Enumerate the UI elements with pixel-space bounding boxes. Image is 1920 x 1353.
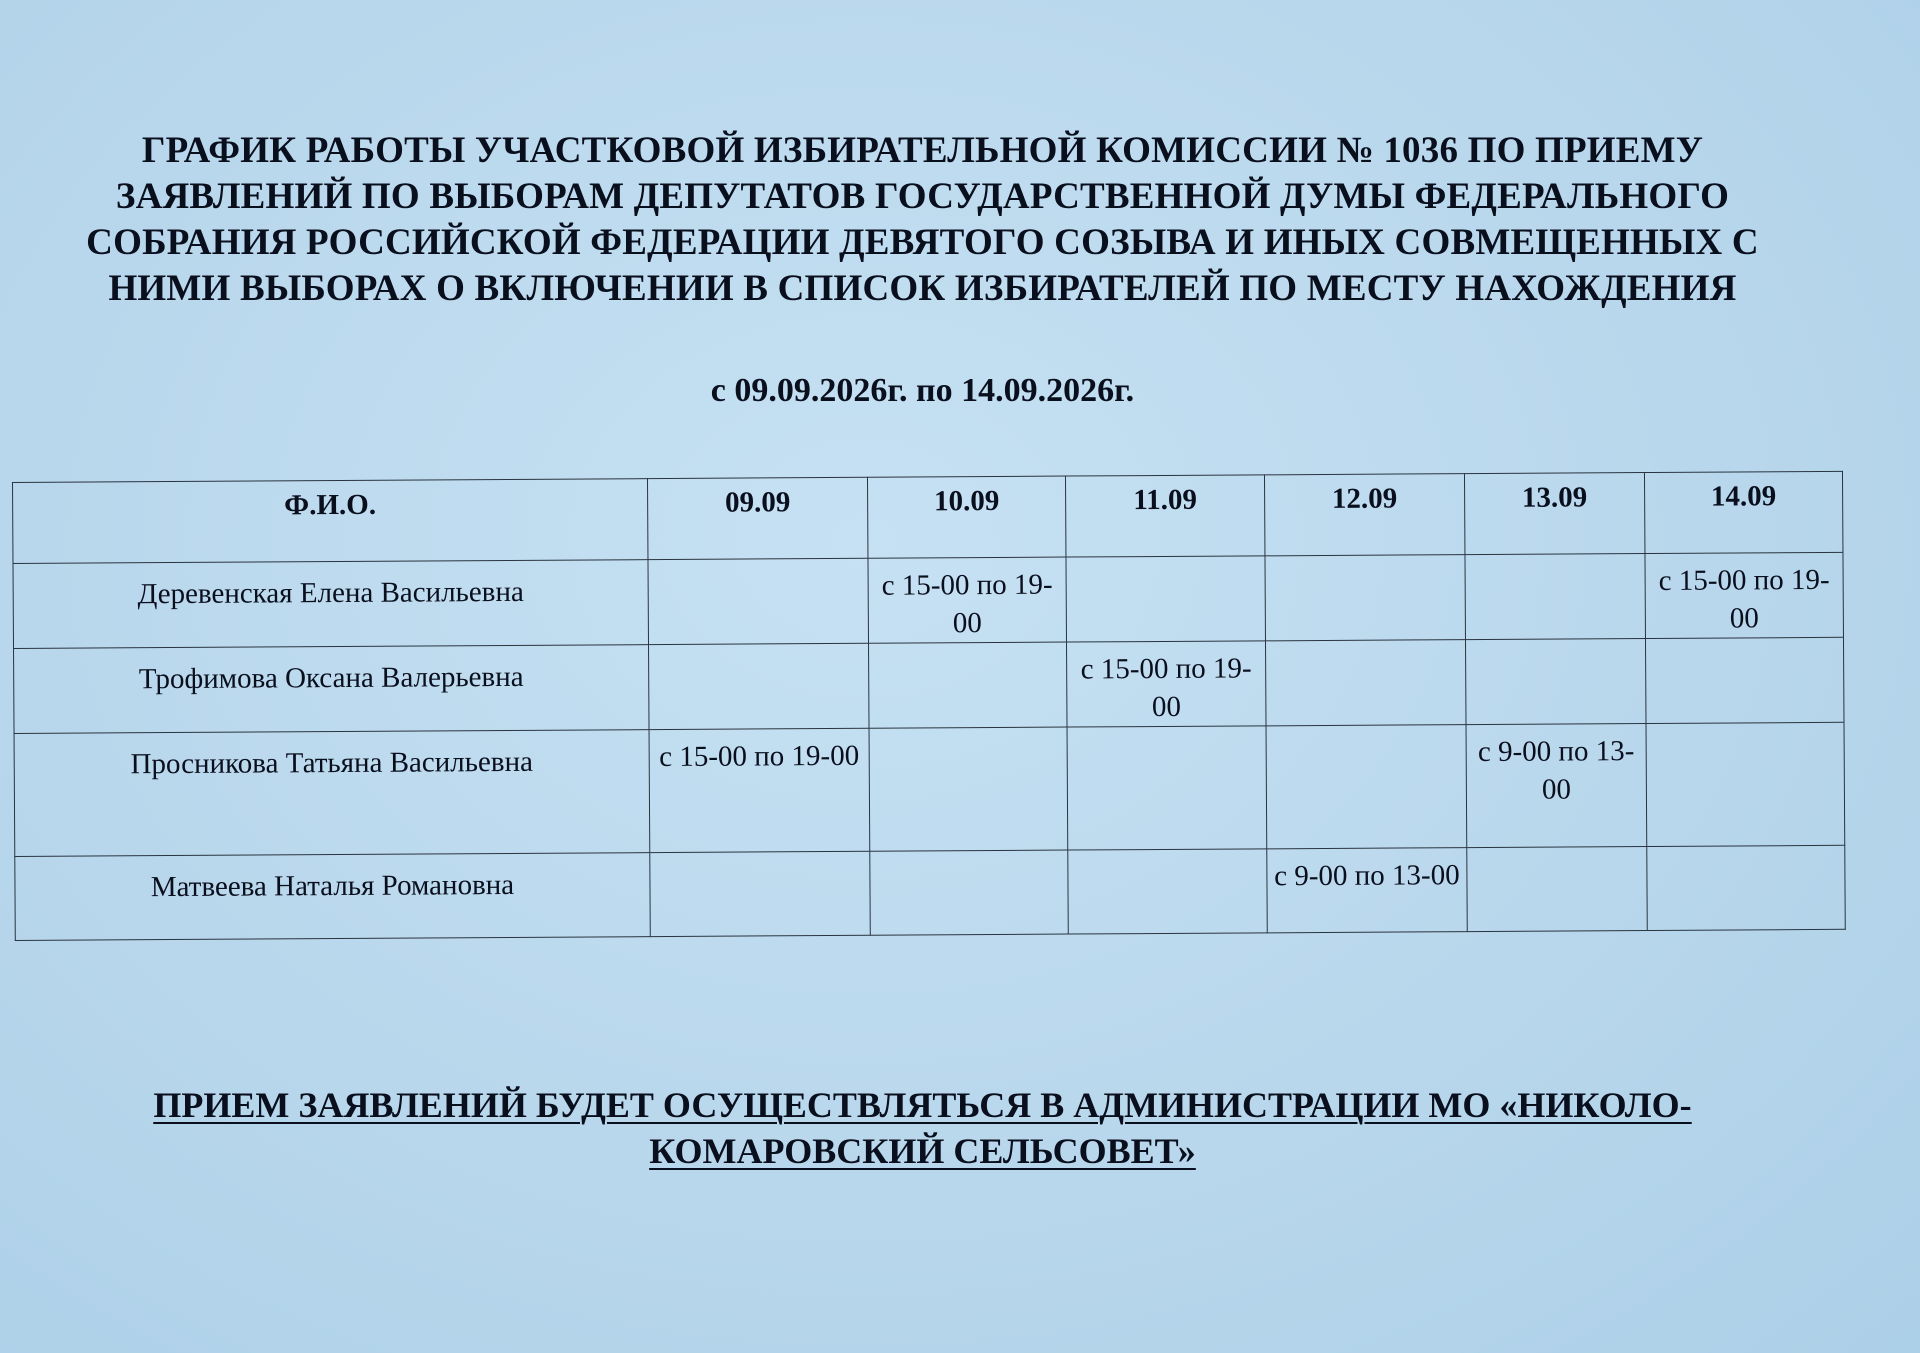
date-range: с 09.09.2026г. по 14.09.2026г. [710,372,1135,409]
header-date: 12.09 [1264,474,1464,556]
document-heading [0,128,1845,312]
schedule-cell: с 15-00 по 19-00 [1645,552,1844,638]
notice-line: ПРИЕМ ЗАЯВЛЕНИЙ БУДЕТ ОСУЩЕСТВЛЯТЬСЯ В АДМИНИСТРАЦИИ МО «НИКОЛО- [153,1085,1692,1125]
schedule-cell: с 9-00 по 13-00 [1466,724,1647,848]
heading-line: СОБРАНИЯ РОССИЙСКОЙ ФЕДЕРАЦИИ ДЕВЯТОГО СОЗЫВА И ИНЫХ СОВМЕЩЕННЫХ С [86,222,1759,263]
header-date: 10.09 [867,476,1065,558]
header-date: 09.09 [647,477,867,559]
schedule-table [12,471,1846,941]
schedule-cell [1465,554,1646,640]
header-date: 11.09 [1065,475,1264,557]
schedule-cell [649,643,870,729]
table-row [13,552,1843,648]
schedule-cell [1068,849,1268,934]
schedule-cell [869,727,1068,851]
schedule-cell [1467,847,1648,932]
member-name: Просникова Татьяна Васильевна [14,730,650,857]
schedule-cell: с 15-00 по 19-00 [649,728,870,852]
schedule-cell [870,850,1069,935]
table-row [14,637,1844,733]
schedule-cell [1265,555,1466,641]
schedule-cell [1645,637,1844,723]
table-header-row [13,471,1843,563]
header-date: 14.09 [1644,471,1842,553]
reception-notice [0,1082,1845,1174]
header-name: Ф.И.О. [13,479,648,564]
heading-line: НИМИ ВЫБОРАХ О ВКЛЮЧЕНИИ В СПИСОК ИЗБИРАТЕЛЕЙ ПО МЕСТУ НАХОЖДЕНИЯ [108,268,1737,309]
schedule-cell [1465,639,1646,725]
table-row [14,722,1845,856]
schedule-cell: с 15-00 по 19-00 [868,557,1067,643]
heading-line: ГРАФИК РАБОТЫ УЧАСТКОВОЙ ИЗБИРАТЕЛЬНОЙ КОМИССИИ № 1036 ПО ПРИЕМУ [141,130,1704,171]
header-date: 13.09 [1464,473,1644,555]
heading-line: ЗАЯВЛЕНИЙ ПО ВЫБОРАМ ДЕПУТАТОВ ГОСУДАРСТВЕННОЙ ДУМЫ ФЕДЕРАЛЬНОГО [115,176,1730,217]
schedule-cell [1647,845,1846,930]
member-name: Матвеева Наталья Романовна [15,853,651,941]
schedule-cell [1646,722,1845,846]
schedule-cell [650,851,871,936]
schedule-cell [869,642,1068,728]
schedule-cell [1067,726,1267,850]
schedule-cell [1066,556,1266,642]
notice-line: КОМАРОВСКИЙ СЕЛЬСОВЕТ» [649,1131,1196,1171]
schedule-cell: с 15-00 по 19-00 [1066,641,1266,727]
member-name: Трофимова Оксана Валерьевна [14,645,650,734]
schedule-cell: с 9-00 по 13-00 [1267,848,1468,933]
schedule-cell [648,558,869,644]
table-row [15,845,1845,940]
schedule-cell [1265,640,1466,726]
schedule-cell [1266,725,1467,849]
member-name: Деревенская Елена Васильевна [13,560,649,649]
